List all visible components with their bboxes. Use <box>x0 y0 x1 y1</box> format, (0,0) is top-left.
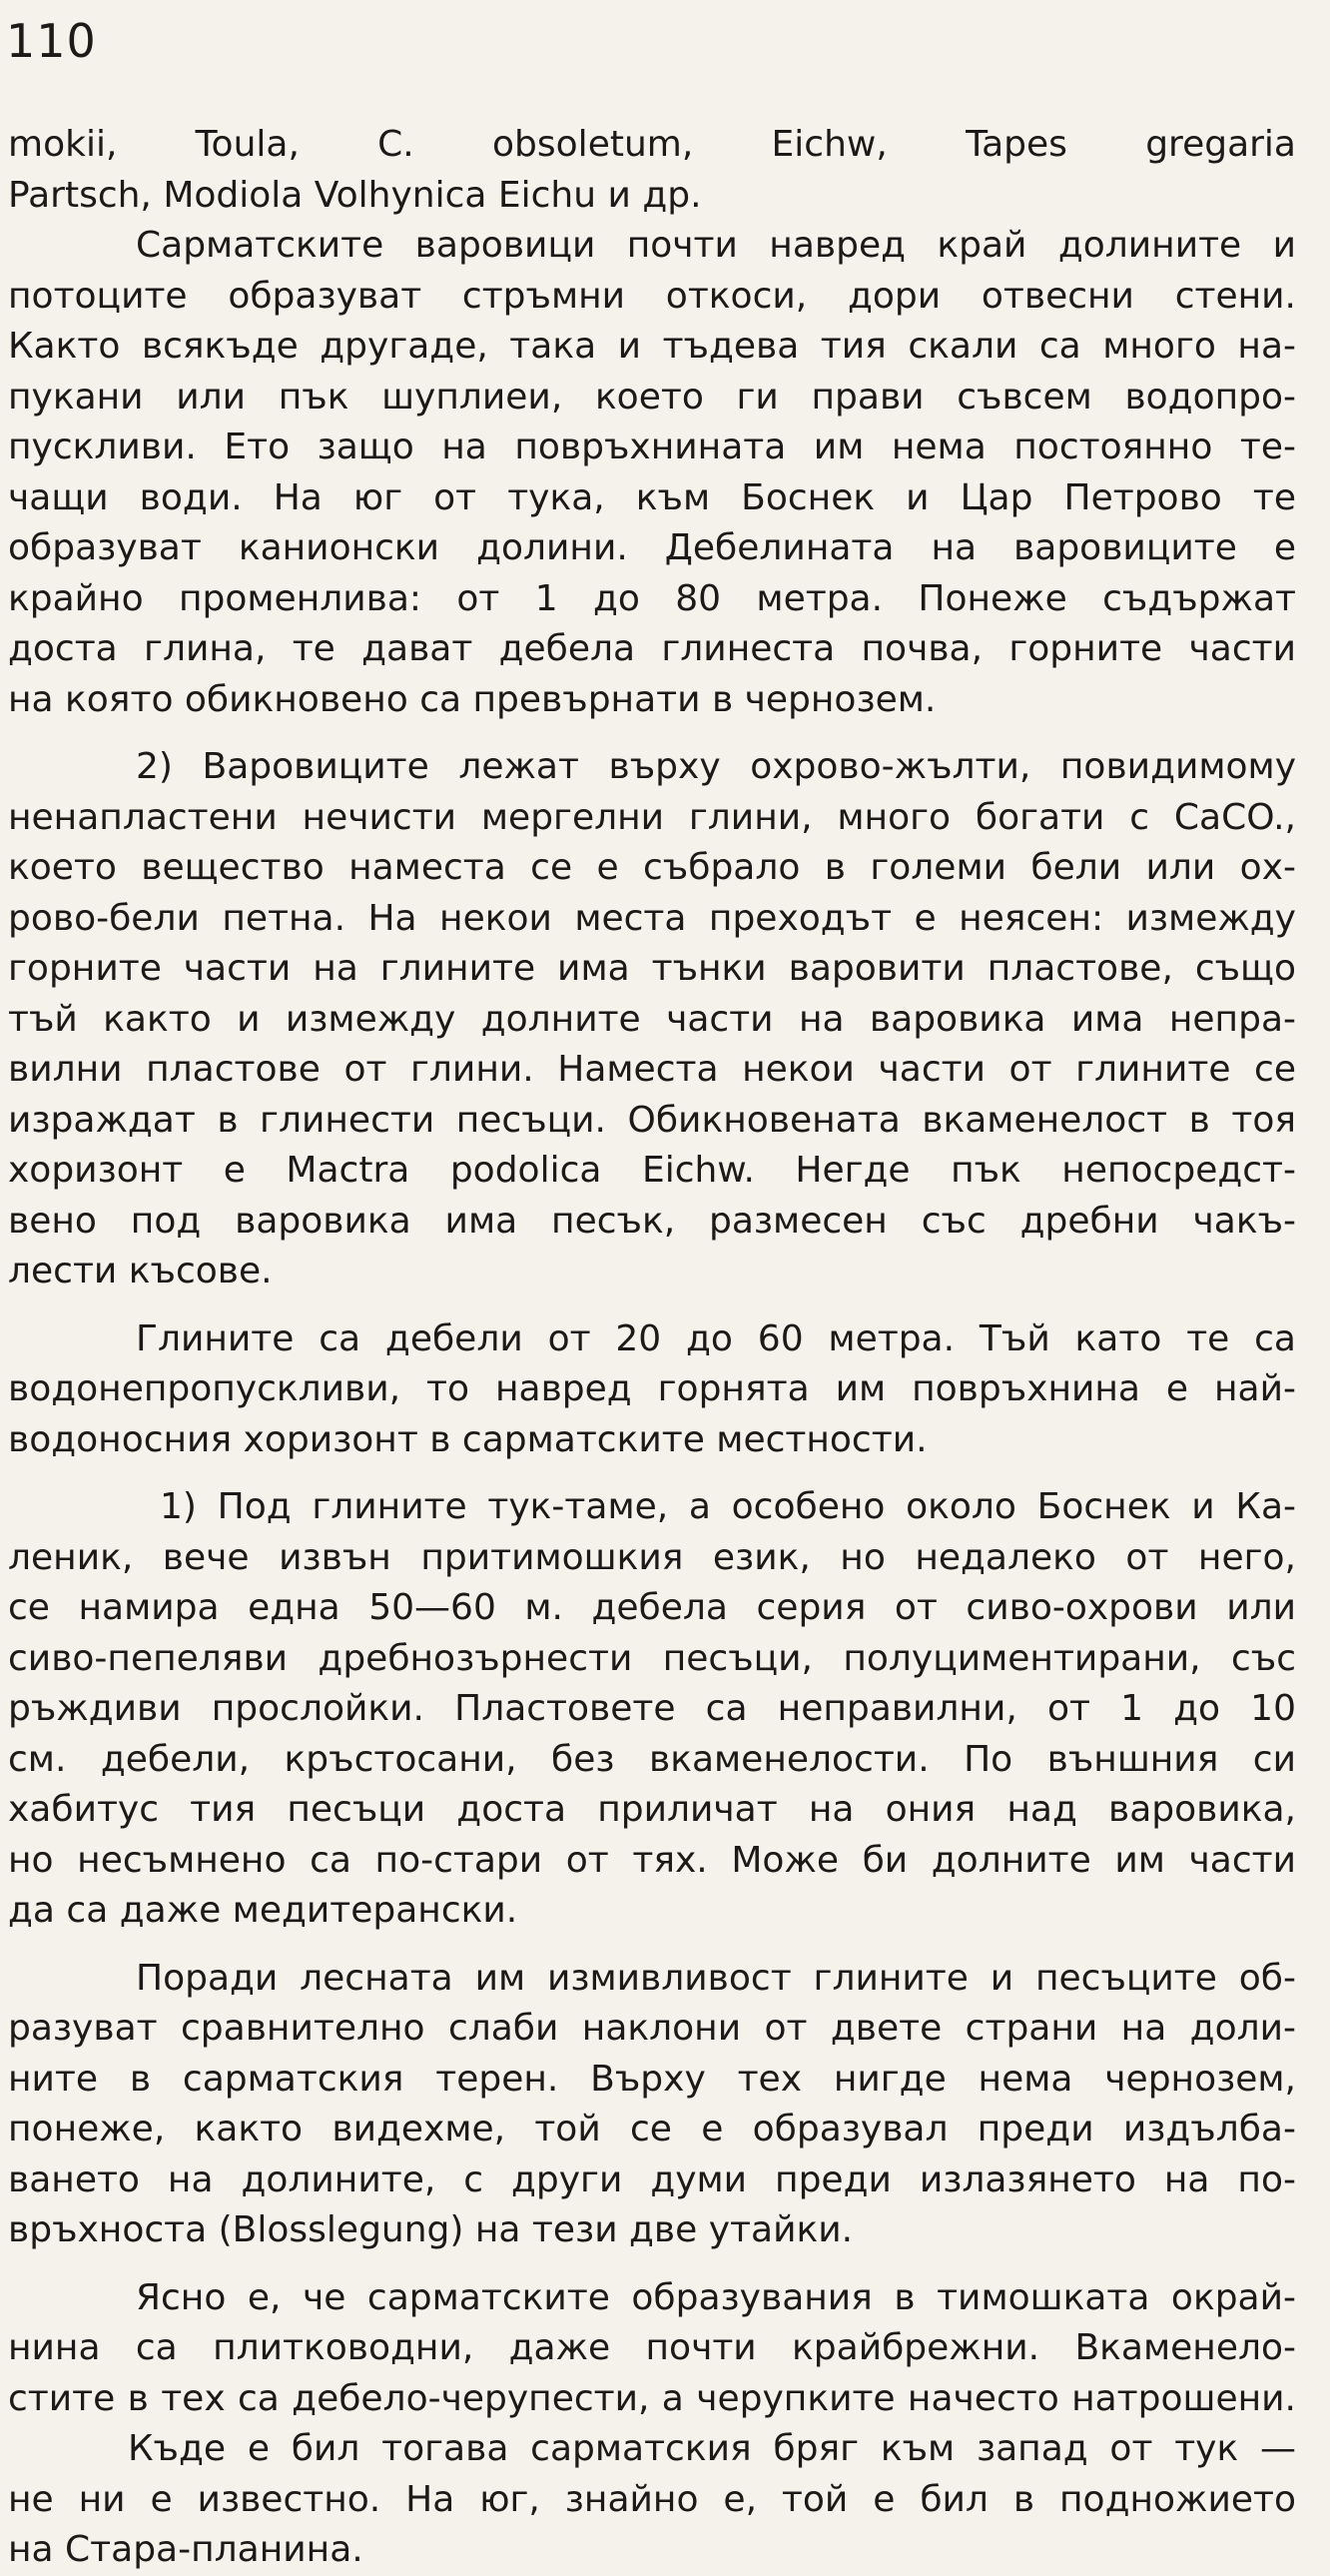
text-line: хабитус тия песъци доста приличат на ония над варовика, <box>8 1789 1296 1830</box>
text-line: ръждиви прослойки. Пластовете са неправилни, от 1 до 10 <box>8 1688 1296 1729</box>
text-line: Къде е бил тогава сарматския бряг към запад от тук — <box>128 2428 1296 2469</box>
text-line: разуват сравнително слаби наклони от двете страни на доли- <box>8 2008 1296 2049</box>
text-line: ването на долините, с други думи преди излазянето на по- <box>8 2158 1296 2200</box>
paragraph-clay-thickness <box>8 1314 1296 1466</box>
text-line: ненапластени нечисти мергелни глини, много богати с CaCO., <box>8 796 1296 838</box>
paragraph-erosion-slopes <box>8 1954 1296 2256</box>
text-line: Ясно е, че сарматските образувания в тимошката окрай- <box>136 2276 1296 2318</box>
text-line: се намира една 50—60 м. дебела серия от сиво-охрови или <box>8 1587 1296 1628</box>
text-line: на която обикновено са превърнати в чернозем. <box>8 678 937 720</box>
text-line: сиво-пепеляви дребнозърнести песъци, полуциментирани, със <box>8 1637 1296 1679</box>
text-line: крайно променлива: от 1 до 80 метра. Понеже съдържат <box>8 577 1296 619</box>
text-line: пускливи. Ето защо на повръхнината им нема постоянно те- <box>8 427 1296 467</box>
text-line: вено под варовика има песък, размесен със дребни чакъ- <box>8 1200 1296 1242</box>
text-line: лести късове. <box>8 1251 273 1291</box>
text-line: тъй както и измежду долните части на варовика има непра- <box>8 998 1296 1040</box>
text-line: чащи води. На юг от тука, към Боснек и Цар Петрово те <box>8 476 1296 518</box>
text-line: образуват канионски долини. Дебелината на варовиците е <box>8 527 1296 568</box>
text-line: Поради лесната им измивливост глините и песъците об- <box>136 1957 1296 1999</box>
text-line: да са даже медитерански. <box>8 1890 518 1931</box>
text-line: доста глина, те дават дебела глинеста почва, горните части <box>8 628 1296 669</box>
paragraph-shallow-water <box>8 2273 1296 2576</box>
text-line: Глините са дебели от 20 до 60 метра. Тъй като те са <box>136 1317 1296 1359</box>
text-line: Partsch, Modiola Volhynica Eichu и др. <box>8 174 702 216</box>
text-line: но несъмнено са по-стари от тях. Може би долните им части <box>8 1839 1296 1881</box>
text-line: на Стара-планина. <box>8 2529 363 2570</box>
paragraph-marl-clays <box>8 742 1296 1297</box>
text-line: леник, вече извън притимошкия език, но недалеко от него, <box>8 1536 1296 1578</box>
text-line: рово-бели петна. На некои места преходът е неясен: измежду <box>8 897 1296 939</box>
paragraph-sarmatian-limestones <box>8 221 1296 725</box>
text-line: см. дебели, кръстосани, без вкаменелости. По външния си <box>8 1738 1296 1780</box>
paragraph-fossil-list-end <box>8 120 1296 221</box>
text-line: не ни е известно. На юг, знайно е, той е бил в подножието <box>8 2478 1296 2520</box>
text-line: водонепропускливи, то навред горнята им повръхнина е най- <box>8 1368 1296 1409</box>
paragraph-sand-series <box>8 1482 1296 1937</box>
text-line: 1) Под глините тук-таме, а особено около Боснек и Ка- <box>160 1486 1296 1527</box>
text-line: потоците образуват стръмни откоси, дори отвесни стени. <box>8 275 1296 317</box>
text-line: понеже, както видехме, той се е образувал преди издълба- <box>8 2109 1296 2149</box>
text-line: Както всякъде другаде, така и тъдева тия скали са много на- <box>8 326 1296 367</box>
text-line: mokii, Toula, C. obsoletum, Eichw, Tapes gregaria <box>8 124 1296 165</box>
text-line: израждат в глинести песъци. Обикновената вкаменелост в тоя <box>8 1099 1296 1141</box>
text-line: 2) Варовиците лежат върху охрово-жълти, повидимому <box>136 746 1296 787</box>
text-line: пукани или пък шуплиеи, което ги прави съвсем водопро- <box>8 376 1296 418</box>
text-line: горните части на глините има тънки варовити пластове, също <box>8 948 1296 989</box>
text-line: стите в тех са дебело-черупести, а черупките начесто натрошени. <box>8 2377 1296 2419</box>
page-text <box>8 120 1296 2576</box>
text-line: хоризонт е Mactra podolica Eichw. Негде пък непосредст- <box>8 1150 1296 1191</box>
text-line: водоносния хоризонт в сарматските местности. <box>8 1418 928 1460</box>
page-number: 110 <box>6 14 97 68</box>
text-line: вилни пластове от глини. Наместа некои части от глините се <box>8 1049 1296 1090</box>
text-line: нина са плитководни, даже почти крайбрежни. Вкаменело- <box>8 2327 1296 2368</box>
text-line: ните в сарматския терен. Върху тех нигде нема чернозем, <box>8 2058 1296 2100</box>
text-line: Сарматските варовици почти навред край долините и <box>136 225 1296 266</box>
text-line: връхноста (Blosslegung) на тези две утайки. <box>8 2209 854 2250</box>
text-line: което вещество наместа се е събрало в големи бели или ох- <box>8 847 1296 888</box>
